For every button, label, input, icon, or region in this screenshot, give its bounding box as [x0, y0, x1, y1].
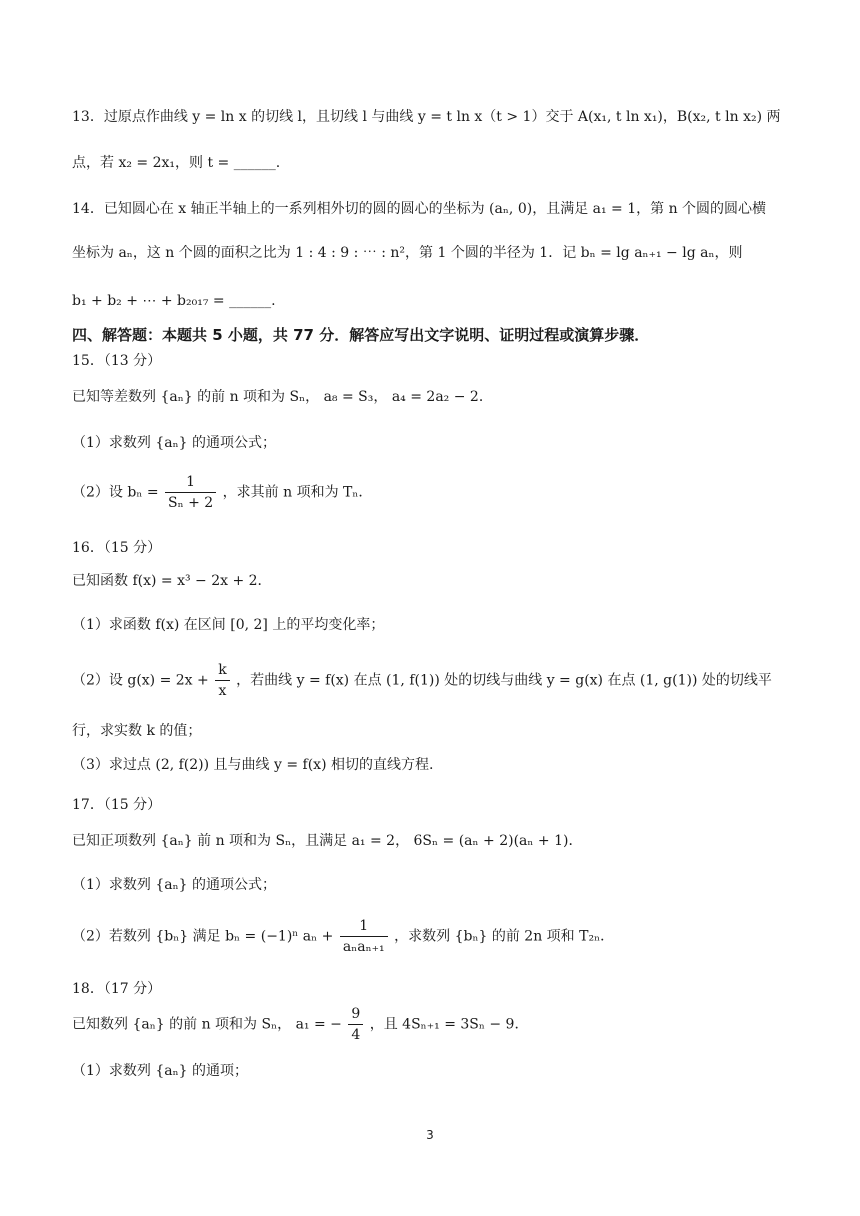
q16-part2-suffix: ，若曲线 y = f(x) 在点 (1, f(1)) 处的切线与曲线 y = g(x) 在点 (1, g(1)) 处的切线平 — [236, 672, 772, 689]
q18-fraction-numerator: 9 — [348, 1004, 363, 1025]
q16-fraction-denominator: x — [218, 683, 227, 699]
q18-part1: （1）求数列 {aₙ} 的通项； — [72, 1063, 249, 1079]
q16-part2-line2: 行，求实数 k 的值； — [72, 723, 202, 739]
q16-stem: 已知函数 f(x) = x³ − 2x + 2． — [72, 573, 272, 589]
q18-fraction — [348, 1004, 363, 1045]
q17-part2 — [72, 916, 800, 957]
q16-header: 16．（15 分） — [72, 540, 162, 556]
q15-header: 15．（13 分） — [72, 353, 162, 369]
page-number: 3 — [426, 1128, 434, 1142]
q17-fraction-denominator: aₙaₙ₊₁ — [342, 939, 385, 955]
q15-fraction-denominator: Sₙ + 2 — [168, 495, 214, 511]
q18-stem — [72, 1004, 800, 1045]
q17-stem: 已知正项数列 {aₙ} 前 n 项和为 Sₙ，且满足 a₁ = 2， 6Sₙ = (aₙ + 2)(aₙ + 1)． — [72, 833, 583, 849]
q15-part1: （1）求数列 {aₙ} 的通项公式； — [72, 435, 277, 451]
q14-line3: b₁ + b₂ + ⋯ + b₂₀₁₇ = ______. — [72, 293, 276, 309]
q16-part3: （3）求过点 (2, f(2)) 且与曲线 y = f(x) 相切的直线方程. — [72, 757, 434, 773]
q18-fraction-denominator: 4 — [351, 1027, 361, 1043]
q15-part2 — [72, 472, 800, 513]
q16-part1: （1）求函数 f(x) 在区间 [0, 2] 上的平均变化率； — [72, 617, 385, 633]
q15-part2-prefix: （2）设 bₙ = — [72, 484, 159, 501]
q16-part2 — [72, 660, 800, 701]
q14-line1: 14．已知圆心在 x 轴正半轴上的一系列相外切的圆的圆心的坐标为 (aₙ, 0)，且满足 a₁ = 1，第 n 个圆的圆心横 — [72, 201, 767, 217]
q15-fraction-numerator: 1 — [165, 472, 216, 493]
q13-line2: 点，若 x₂ = 2x₁，则 t = ______. — [72, 155, 281, 171]
q13-line1: 13．过原点作曲线 y = ln x 的切线 l，且切线 l 与曲线 y = t ln x（t > 1）交于 A(x₁, t ln x₁)，B(x₂, t ln x₂) 两 — [72, 109, 781, 125]
q16-fraction-numerator: k — [215, 660, 229, 681]
q15-stem: 已知等差数列 {aₙ} 的前 n 项和为 Sₙ， a₈ = S₃， a₄ = 2a₂ − 2． — [72, 389, 493, 405]
q18-header: 18．（17 分） — [72, 981, 162, 997]
q15-fraction — [165, 472, 216, 513]
q17-part1: （1）求数列 {aₙ} 的通项公式； — [72, 877, 277, 893]
q17-fraction-numerator: 1 — [340, 916, 388, 937]
q18-stem-prefix: 已知数列 {aₙ} 的前 n 项和为 Sₙ， a₁ = − — [72, 1016, 342, 1033]
q15-part2-suffix: ，求其前 n 项和为 Tₙ． — [222, 484, 373, 501]
q17-part2-suffix: ，求数列 {bₙ} 的前 2n 项和 T₂ₙ． — [394, 928, 615, 945]
q17-fraction — [340, 916, 388, 957]
q17-part2-prefix: （2）若数列 {bₙ} 满足 bₙ = (−1)ⁿ aₙ + — [72, 928, 334, 945]
q18-stem-suffix: ，且 4Sₙ₊₁ = 3Sₙ − 9． — [369, 1016, 529, 1033]
q14-line2: 坐标为 aₙ，这 n 个圆的面积之比为 1 : 4 : 9 : ⋯ : n²，第 1 个圆的半径为 1．记 bₙ = lg aₙ₊₁ − lg aₙ，则 — [72, 245, 743, 261]
q16-fraction — [215, 660, 229, 701]
q16-part2-prefix: （2）设 g(x) = 2x + — [72, 672, 209, 689]
q17-header: 17．（15 分） — [72, 797, 162, 813]
section-heading: 四、解答题：本题共 5 小题，共 77 分．解答应写出文字说明、证明过程或演算步骤． — [72, 326, 650, 344]
